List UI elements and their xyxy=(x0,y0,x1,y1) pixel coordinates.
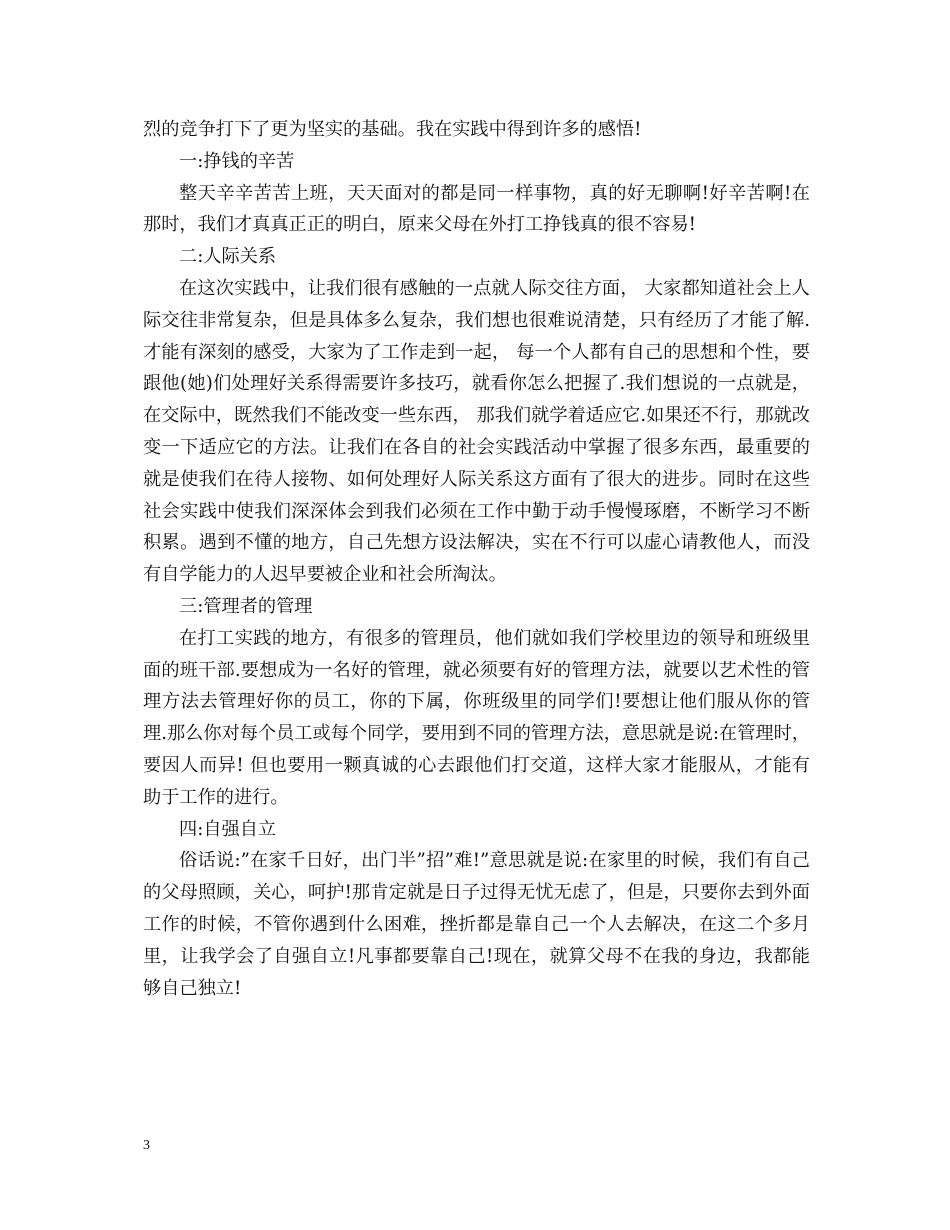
section-heading-relationships: 二:人际关系 xyxy=(179,246,277,268)
paragraph-continued: 烈的竞争打下了更为坚实的基础。我在实践中得到许多的感悟! xyxy=(143,119,642,140)
paragraph-earning: 整天辛辛苦苦上班，天天面对的都是同一样事物，真的好无聊啊!好辛苦啊!在那时，我们才真真正正的明白，原来父母在外打工挣钱真的很不容易! xyxy=(143,182,810,236)
paragraph-management: 在打工实践的地方，有很多的管理员，他们就如我们学校里边的领导和班级里面的班干部.要想成为一名好的管理，就必须要有好的管理方法，就要以艺术性的管理方法去管理好你的员工，你的下属，你班级里的同学们!要想让他们服从你的管理.那么你对每个员工或每个同学，要用到不同的管理方法，意思就是说:在管理时，要因人而异! 但也要用一颗真诚的心去跟他们打交道，这样大家才能服从，才能有助于工作的进行。 xyxy=(143,627,810,808)
section-heading-management: 三:管理者的管理 xyxy=(179,595,313,617)
section-heading-earning: 一:挣钱的辛苦 xyxy=(179,150,295,172)
paragraph-self-reliance: 俗话说:”在家千日好，出门半”招”难!”意思就是说:在家里的时候，我们有自己的父母照顾，关心，呵护!那肯定就是日子过得无忧无虑了，但是，只要你去到外面工作的时候，不管你遇到什么困难，挫折都是靠自己一个人去解决，在这二个多月里，让我学会了自强自立!凡事都要靠自己!现在，就算父母不在我的身边，我都能够自己独立! xyxy=(143,850,810,999)
page-number: 3 xyxy=(143,1138,150,1153)
document-body xyxy=(143,114,810,1004)
paragraph-relationships: 在这次实践中，让我们很有感触的一点就人际交往方面， 大家都知道社会上人际交往非常复杂，但是具体多么复杂，我们想也很难说清楚，只有经历了才能了解.才能有深刻的感受，大家为了工作走到一起， 每一个人都有自己的思想和个性，要跟他(她)们处理好关系得需要许多技巧，就看你怎么把握了.我们想说的一点就是，在交际中，既然我们不能改变一些东西， 那我们就学着适应它.如果还不行，那就改变一下适应它的方法。让我们在各自的社会实践活动中掌握了很多东西，最重要的就是使我们在待人接物、如何处理好人际关系这方面有了很大的进步。同时在这些社会实践中使我们深深体会到我们必须在工作中勤于动手慢慢琢磨，不断学习不断积累。遇到不懂的地方，自己先想方设法解决，实在不行可以虚心请教他人，而没有自学能力的人迟早要被企业和社会所淘汰。 xyxy=(143,277,810,586)
section-heading-self-reliance: 四:自强自立 xyxy=(179,818,277,840)
